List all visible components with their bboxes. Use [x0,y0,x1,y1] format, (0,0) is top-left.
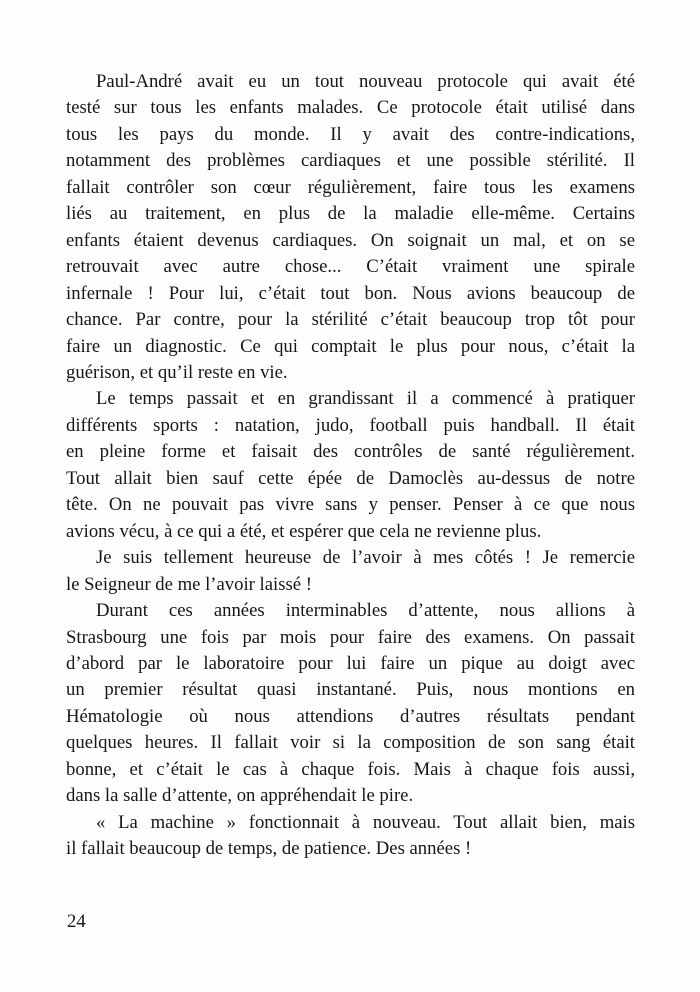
text-line: Le temps passait et en grandissant il a commencé à pratiquer [96,388,635,410]
text-line: retrouvait avec autre chose... C’était vraiment une spirale [66,256,635,278]
text-line: faire un diagnostic. Ce qui comptait le plus pour nous, c’était la [66,335,635,357]
text-line: avions vécu, à ce qui a été, et espérer que cela ne revienne plus. [66,520,542,542]
text-line: Je suis tellement heureuse de l’avoir à mes côtés ! Je remercie [96,547,635,569]
text-line: quelques heures. Il fallait voir si la composition de son sang était [66,732,635,754]
text-line: liés au traitement, en plus de la maladie elle-même. Certains [66,203,635,225]
text-line: enfants étaient devenus cardiaques. On soignait un mal, et on se [66,229,635,251]
paragraph [66,386,635,545]
text-line: d’abord par le laboratoire pour lui faire un pique au doigt avec [66,652,635,674]
text-line: Tout allait bien sauf cette épée de Damoclès au-dessus de notre [66,467,635,489]
text-line: chance. Par contre, pour la stérilité c’était beaucoup trop tôt pour [66,309,635,331]
text-line: tous les pays du monde. Il y avait des contre-indications, [66,123,635,145]
text-line: « La machine » fonctionnait à nouveau. Tout allait bien, mais [96,811,635,833]
text-line: bonne, et c’était le cas à chaque fois. Mais à chaque fois aussi, [66,758,635,780]
text-line: guérison, et qu’il reste en vie. [66,361,288,383]
text-line: Paul-André avait eu un tout nouveau protocole qui avait été [96,71,635,92]
page-number: 24 [67,911,86,932]
text-line: infernale ! Pour lui, c’était tout bon. Nous avions beaucoup de [66,282,635,304]
text-line: il fallait beaucoup de temps, de patience. Des années ! [66,838,472,860]
text-line: dans la salle d’attente, on appréhendait le pire. [66,785,414,807]
text-line: un premier résultat quasi instantané. Puis, nous montions en [66,679,635,701]
paragraph [66,598,635,810]
paragraph [66,69,635,386]
paragraph [66,810,635,863]
text-line: testé sur tous les enfants malades. Ce protocole était utilisé dans [66,97,635,119]
body-text [66,69,635,863]
text-line: Hématologie où nous attendions d’autres résultats pendant [66,705,635,727]
text-line: Durant ces années interminables d’attente, nous allions à [96,600,635,622]
text-line: en pleine forme et faisait des contrôles de santé régulièrement. [66,441,635,463]
text-line: tête. On ne pouvait pas vivre sans y penser. Penser à ce que nous [66,494,635,516]
text-line: Strasbourg une fois par mois pour faire des examens. On passait [66,626,635,648]
text-line: le Seigneur de me l’avoir laissé ! [66,573,312,595]
text-line: notamment des problèmes cardiaques et une possible stérilité. Il [66,150,635,172]
text-line: différents sports : natation, judo, football puis handball. Il était [66,414,635,436]
text-line: fallait contrôler son cœur régulièrement, faire tous les examens [66,176,635,198]
paragraph [66,545,635,598]
